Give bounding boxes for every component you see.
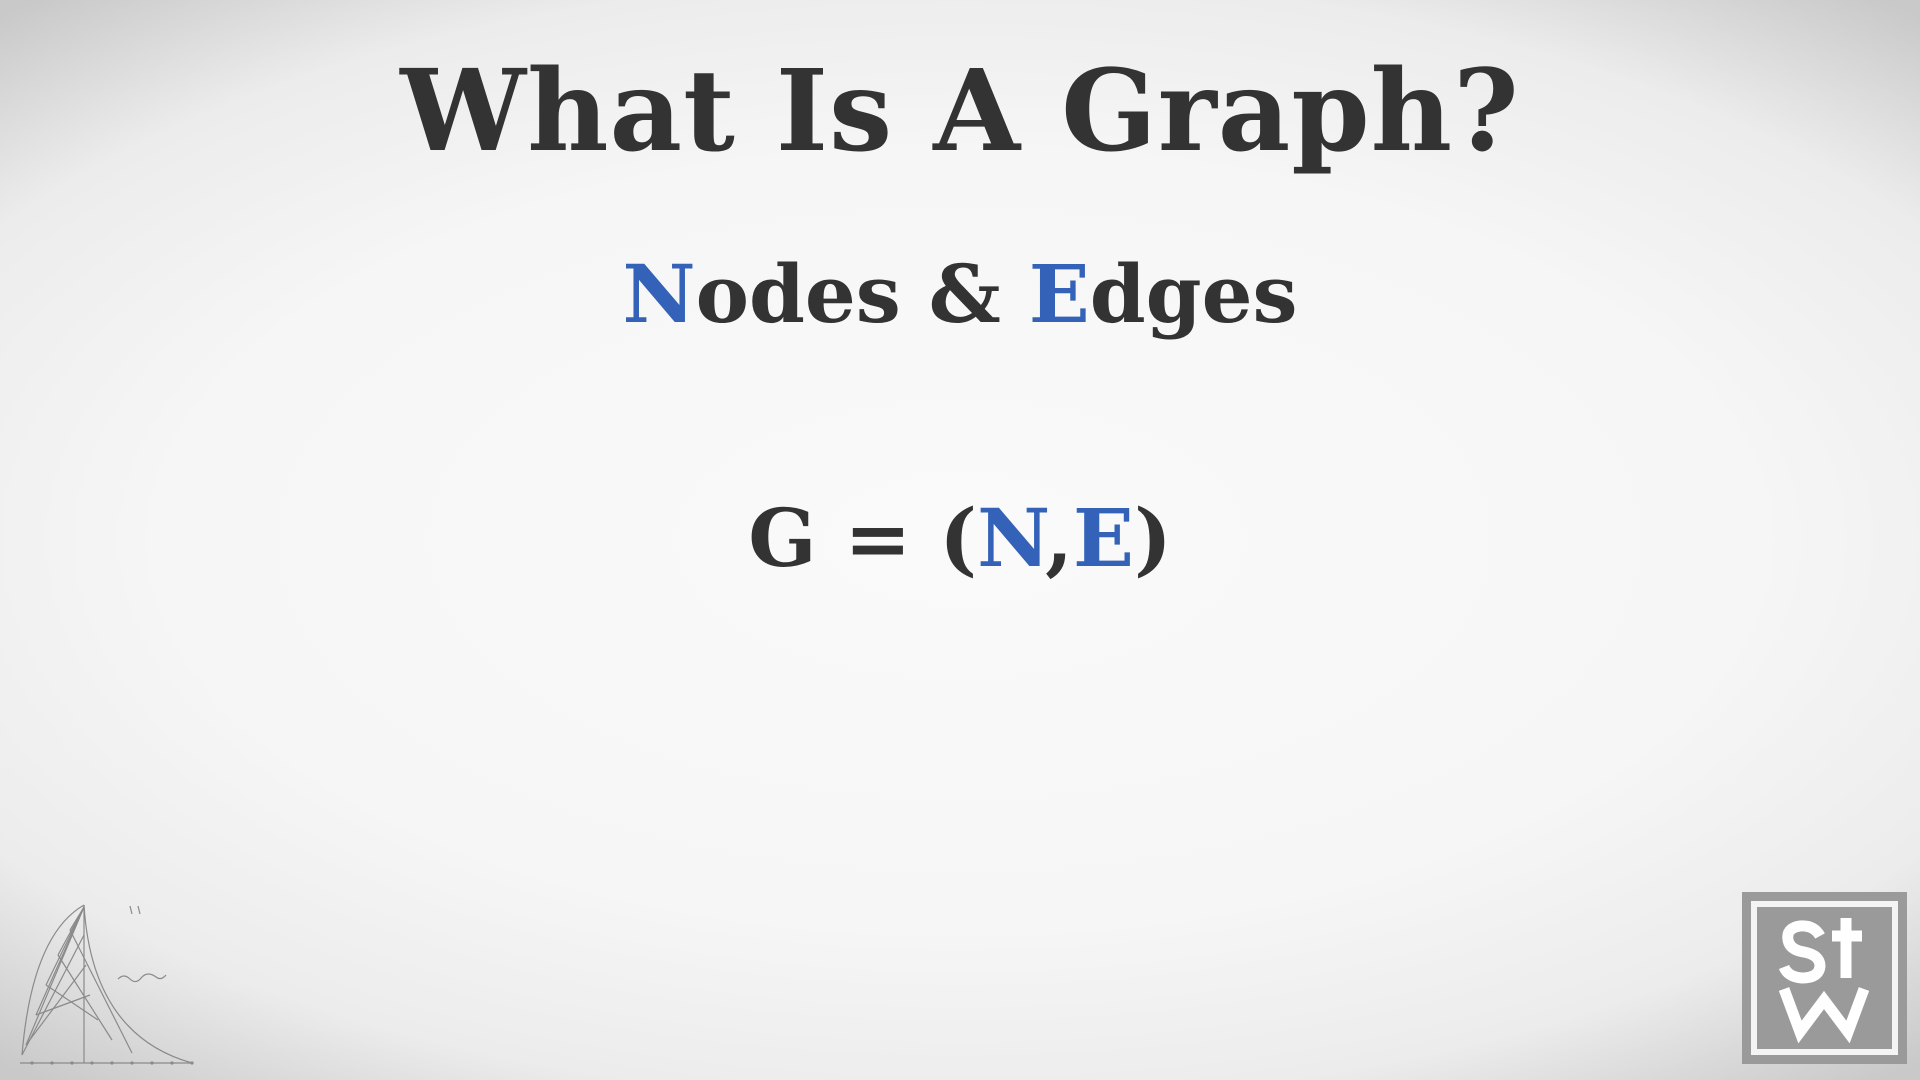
subtitle-ampersand: & xyxy=(900,247,1029,341)
formula-comma: , xyxy=(1045,491,1073,585)
sketched-curve-logo xyxy=(12,895,197,1070)
slide-title: What Is A Graph? xyxy=(400,46,1520,177)
formula-n: N xyxy=(977,491,1046,585)
subtitle-nodes-rest: odes xyxy=(695,247,901,341)
subtitle-nodes-edges xyxy=(0,246,1920,342)
subtitle-n-letter: N xyxy=(622,247,696,341)
formula-prefix: G = ( xyxy=(748,491,978,585)
subtitle-e-letter: E xyxy=(1028,247,1090,341)
stw-logo xyxy=(1742,892,1907,1064)
subtitle-edges-rest: dges xyxy=(1089,247,1298,341)
formula-e: E xyxy=(1072,491,1134,585)
formula-suffix: ) xyxy=(1133,491,1172,585)
graph-formula xyxy=(0,490,1920,586)
